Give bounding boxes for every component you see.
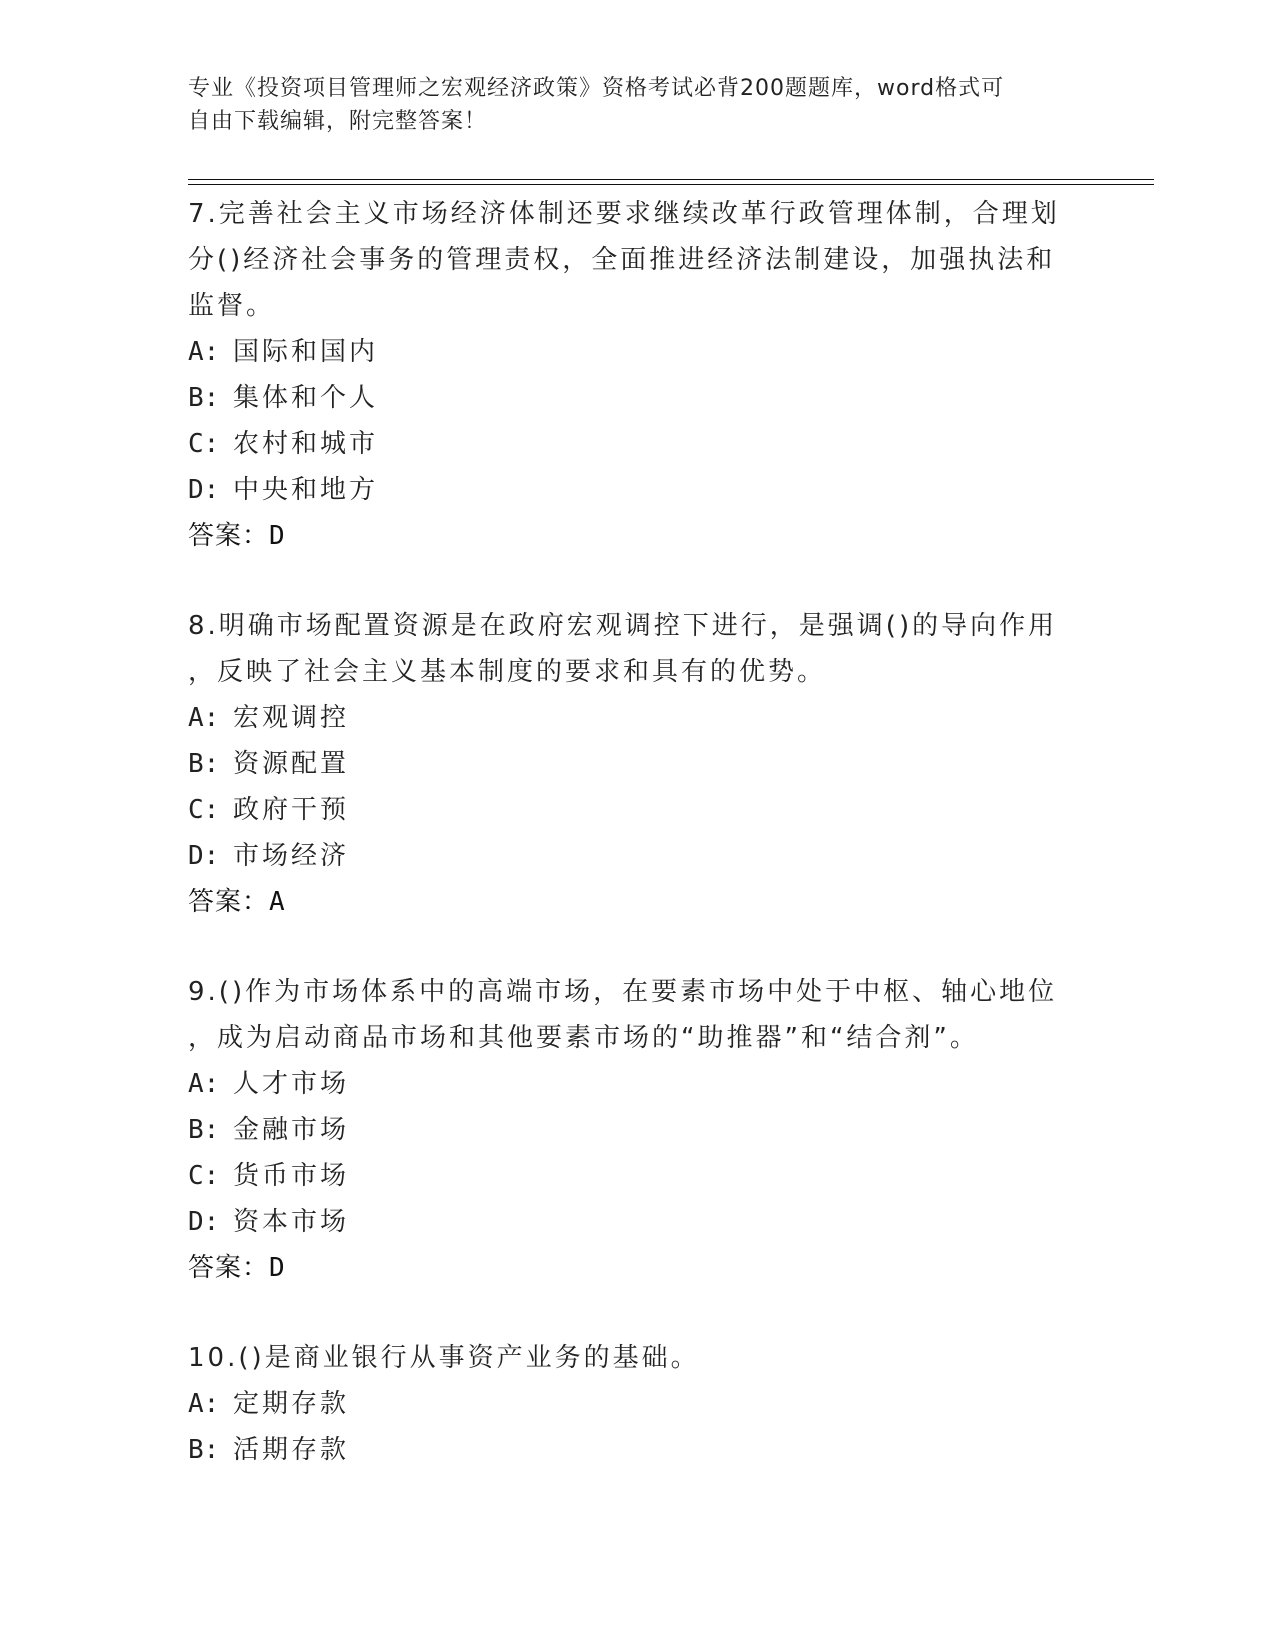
- question-stem-line: 监督。: [188, 291, 276, 321]
- option-d: [188, 1199, 1068, 1245]
- question-stem-line: 7.完善社会主义市场经济体制还要求继续改革行政管理体制，合理划: [188, 199, 1060, 229]
- option-key: D:: [188, 841, 220, 871]
- question-stem-line: ，成为启动商品市场和其他要素市场的“助推器”和“结合剂”。: [188, 1023, 979, 1053]
- answer-value: A: [269, 887, 286, 917]
- option-key: A:: [188, 1389, 220, 1419]
- question-10: [188, 1335, 1068, 1473]
- header-line-1: 专业《投资项目管理师之宏观经济政策》资格考试必背200题题库，word格式可: [188, 76, 1005, 101]
- option-key: C:: [188, 429, 220, 459]
- question-9: [188, 969, 1068, 1291]
- answer-label: 答案：: [188, 887, 270, 917]
- question-stem: [188, 191, 1068, 329]
- option-text: 人才市场: [233, 1069, 350, 1099]
- question-list: [188, 191, 1068, 1473]
- question-stem: [188, 1335, 1068, 1381]
- answer-label: 答案：: [188, 521, 270, 551]
- option-a: [188, 1381, 1068, 1427]
- option-key: A:: [188, 1069, 220, 1099]
- option-c: [188, 787, 1068, 833]
- header-divider-top: [188, 179, 1154, 180]
- question-7: [188, 191, 1068, 559]
- option-b: [188, 375, 1068, 421]
- option-key: B:: [188, 383, 220, 413]
- option-text: 中央和地方: [233, 475, 379, 505]
- option-text: 国际和国内: [233, 337, 379, 367]
- question-spacer: [188, 559, 1068, 603]
- option-text: 定期存款: [233, 1389, 350, 1419]
- header-divider-bottom: [188, 184, 1154, 185]
- option-key: A:: [188, 703, 220, 733]
- option-d: [188, 467, 1068, 513]
- option-text: 活期存款: [233, 1435, 350, 1465]
- option-text: 资本市场: [233, 1207, 350, 1237]
- option-a: [188, 1061, 1068, 1107]
- question-stem: [188, 969, 1068, 1061]
- header-line-2: 自由下载编辑，附完整答案！: [188, 109, 488, 134]
- option-b: [188, 741, 1068, 787]
- question-spacer: [188, 1291, 1068, 1335]
- option-c: [188, 1153, 1068, 1199]
- answer-line: [188, 1245, 1068, 1291]
- option-c: [188, 421, 1068, 467]
- option-key: A:: [188, 337, 220, 367]
- option-key: B:: [188, 1435, 220, 1465]
- option-d: [188, 833, 1068, 879]
- question-stem-line: 分()经济社会事务的管理责权，全面推进经济法制建设，加强执法和: [188, 245, 1056, 275]
- option-text: 市场经济: [233, 841, 350, 871]
- document-header: [188, 72, 1068, 138]
- question-8: [188, 603, 1068, 925]
- option-key: D:: [188, 475, 220, 505]
- answer-line: [188, 513, 1068, 559]
- answer-value: D: [269, 521, 286, 551]
- option-key: D:: [188, 1207, 220, 1237]
- option-text: 货币市场: [233, 1161, 350, 1191]
- option-text: 农村和城市: [233, 429, 379, 459]
- question-stem-line: 10.()是商业银行从事资产业务的基础。: [188, 1343, 700, 1373]
- answer-line: [188, 879, 1068, 925]
- question-stem-line: 9.()作为市场体系中的高端市场，在要素市场中处于中枢、轴心地位: [188, 977, 1058, 1007]
- question-spacer: [188, 925, 1068, 969]
- option-text: 资源配置: [233, 749, 350, 779]
- option-key: B:: [188, 1115, 220, 1145]
- option-a: [188, 695, 1068, 741]
- answer-value: D: [269, 1253, 286, 1283]
- option-b: [188, 1427, 1068, 1473]
- option-text: 集体和个人: [233, 383, 379, 413]
- option-text: 宏观调控: [233, 703, 350, 733]
- answer-label: 答案：: [188, 1253, 270, 1283]
- question-stem-line: 8.明确市场配置资源是在政府宏观调控下进行，是强调()的导向作用: [188, 611, 1058, 641]
- option-key: C:: [188, 1161, 220, 1191]
- option-text: 金融市场: [233, 1115, 350, 1145]
- option-key: C:: [188, 795, 220, 825]
- option-key: B:: [188, 749, 220, 779]
- option-text: 政府干预: [233, 795, 350, 825]
- question-stem: [188, 603, 1068, 695]
- option-a: [188, 329, 1068, 375]
- option-b: [188, 1107, 1068, 1153]
- question-stem-line: ，反映了社会主义基本制度的要求和具有的优势。: [188, 657, 827, 687]
